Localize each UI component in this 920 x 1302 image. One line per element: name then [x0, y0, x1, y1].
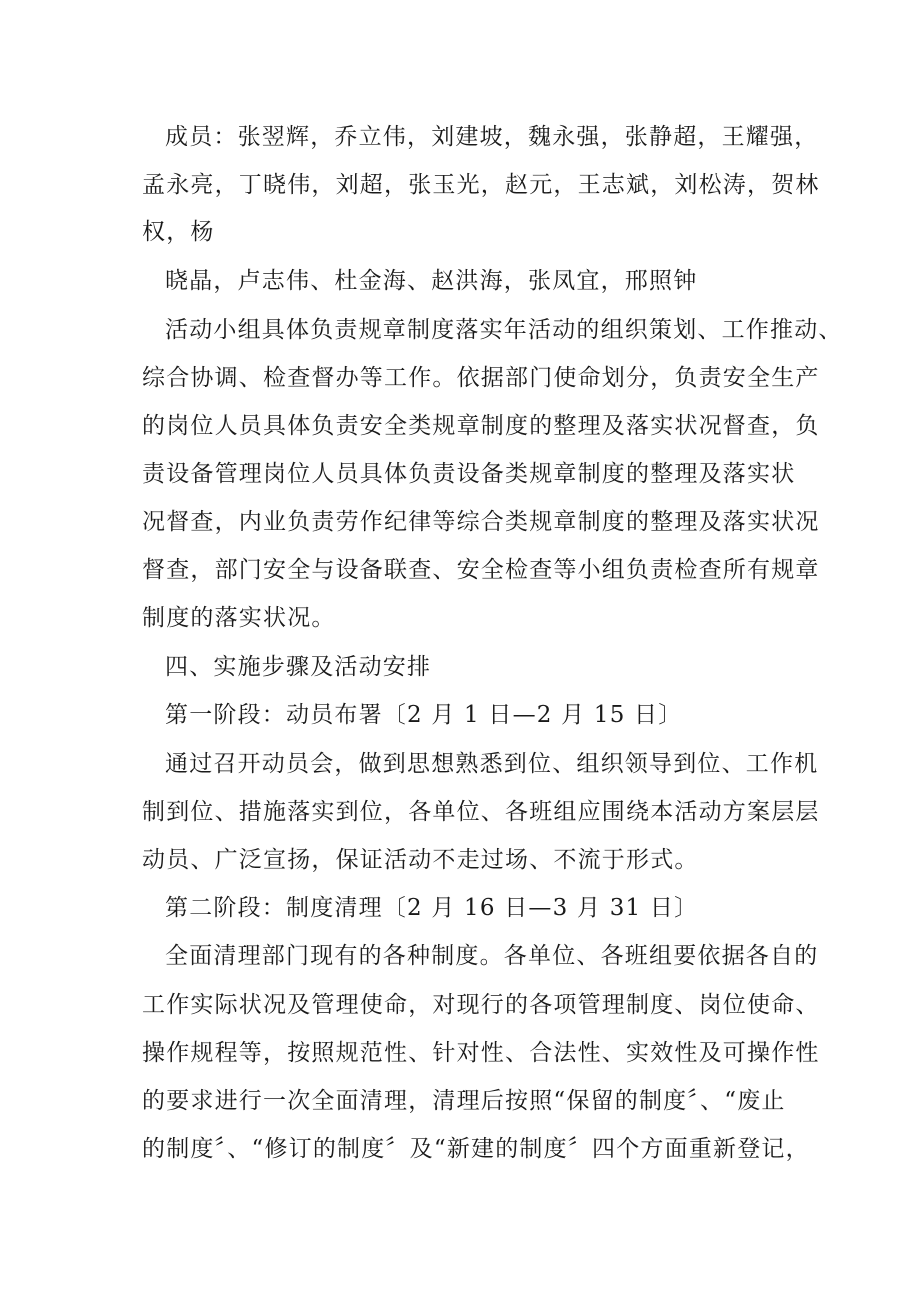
- text-line: 的要求进行一次全面清理，清理后按照“保留的制度〞、“废止: [142, 1088, 786, 1114]
- text-line: 孟永亮，丁晓伟，刘超，张玉光，赵元，王志斌，刘松涛，贺林: [142, 172, 820, 198]
- text-line: 活动小组具体负责规章制度落实年活动的组织策划、工作推动、: [165, 317, 843, 343]
- text-line: 工作实际状况及管理使命，对现行的各项管理制度、岗位使命、: [142, 992, 820, 1018]
- text-line: 督查，部门安全与设备联查、安全检查等小组负责检查所有规章: [142, 557, 820, 583]
- text-line: 成员：张翌辉，乔立伟，刘建坡，魏永强，张静超，王耀强，: [165, 124, 819, 150]
- text-line: 的制度〞、“修订的制度〞及“新建的制度〞四个方面重新登记，: [142, 1136, 810, 1162]
- phase-heading: 第二阶段：制度清理〔2 月 16 日—3 月 31 日〕: [165, 895, 699, 921]
- text-line: 况督查，内业负责劳作纪律等综合类规章制度的整理及落实状况: [142, 509, 820, 535]
- text-line: 责设备管理岗位人员具体负责设备类规章制度的整理及落实状: [142, 461, 796, 487]
- text-line: 操作规程等，按照规范性、针对性、合法性、实效性及可操作性: [142, 1040, 820, 1066]
- text-line: 综合协调、检查督办等工作。依据部门使命划分，负责安全生产: [142, 365, 820, 391]
- text-line: 制到位、措施落实到位，各单位、各班组应围绕本活动方案层层: [142, 799, 820, 825]
- text-line: 通过召开动员会，做到思想熟悉到位、组织领导到位、工作机: [165, 751, 819, 777]
- text-line: 全面清理部门现有的各种制度。各单位、各班组要依据各自的: [165, 943, 819, 969]
- phase-heading: 第一阶段：动员布署〔2 月 1 日—2 月 15 日〕: [165, 702, 683, 728]
- text-line: 的岗位人员具体负责安全类规章制度的整理及落实状况督查，负: [142, 413, 820, 439]
- section-heading: 四、实施步骤及活动安排: [165, 654, 432, 680]
- text-line: 动员、广泛宣扬，保证活动不走过场、不流于形式。: [142, 847, 699, 873]
- text-line: 权，杨: [142, 219, 215, 245]
- text-line: 晓晶，卢志伟、杜金海、赵洪海，张凤宜，邢照钟: [165, 268, 698, 294]
- text-line: 制度的落实状况。: [142, 605, 336, 631]
